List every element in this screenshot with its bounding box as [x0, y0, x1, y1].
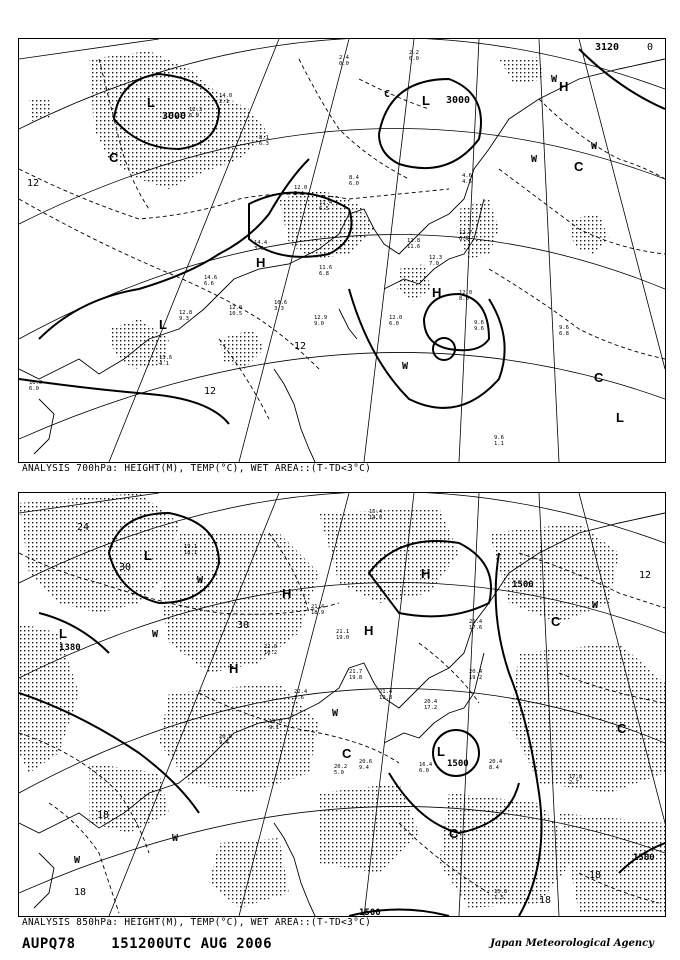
- svg-text:9.0: 9.0: [314, 321, 324, 327]
- svg-text:6.3: 6.3: [259, 141, 269, 147]
- svg-text:4.6: 4.6: [462, 173, 472, 179]
- high-center: H: [282, 586, 292, 601]
- svg-text:6.6: 6.6: [204, 281, 214, 287]
- svg-text:6.0: 6.0: [349, 181, 359, 187]
- wet-area-stipple: [19, 493, 665, 913]
- svg-text:18.9: 18.9: [311, 610, 325, 616]
- svg-text:4.5: 4.5: [462, 179, 472, 185]
- svg-text:15.4: 15.4: [369, 509, 383, 515]
- svg-text:20.4: 20.4: [424, 699, 438, 705]
- low-center: L: [159, 317, 167, 332]
- svg-text:19.0: 19.0: [336, 635, 350, 641]
- svg-text:9.1: 9.1: [269, 725, 279, 731]
- svg-text:9.4: 9.4: [219, 740, 229, 746]
- svg-text:19.2: 19.2: [469, 675, 483, 681]
- temp-label: 18: [539, 895, 552, 906]
- svg-text:12.9: 12.9: [314, 315, 328, 321]
- svg-text:21.7: 21.7: [349, 669, 363, 675]
- high-center: H: [364, 623, 374, 638]
- panel-caption-700hpa: ANALYSIS 700hPa: HEIGHT(M), TEMP(°C), WET AREA::(T-TD<3°C): [22, 463, 372, 474]
- svg-text:12.0: 12.0: [294, 185, 308, 191]
- svg-text:9.6: 9.6: [494, 435, 504, 441]
- low-center: L: [59, 626, 67, 641]
- height-label: 1380: [59, 643, 81, 653]
- temp-label: 12: [27, 178, 40, 189]
- svg-text:11.6: 11.6: [407, 244, 421, 250]
- svg-text:12.8: 12.8: [407, 238, 421, 244]
- svg-text:6.0: 6.0: [419, 768, 429, 774]
- svg-text:11.6: 11.6: [319, 265, 333, 271]
- high-center: H: [559, 79, 569, 94]
- warm-center: W: [152, 629, 159, 640]
- svg-text:19.8: 19.8: [349, 675, 363, 681]
- low-center: L: [616, 410, 624, 425]
- svg-text:10.5: 10.5: [229, 311, 243, 317]
- map-700hpa-canvas: [19, 39, 665, 462]
- warm-center: W: [332, 708, 339, 719]
- svg-text:9.4: 9.4: [359, 765, 369, 771]
- temp-label: 12: [294, 341, 307, 352]
- svg-text:15.8: 15.8: [494, 889, 508, 895]
- svg-text:6.0: 6.0: [29, 386, 39, 392]
- svg-text:2.7: 2.7: [569, 780, 579, 786]
- temp-label: 30: [119, 562, 132, 573]
- svg-text:20.4: 20.4: [489, 759, 503, 765]
- map-panel-700hpa: [18, 38, 666, 463]
- svg-text:6.9: 6.9: [189, 113, 199, 119]
- svg-text:6.5: 6.5: [319, 206, 329, 212]
- height-label: 1500: [359, 908, 381, 916]
- svg-text:3.3: 3.3: [274, 306, 284, 312]
- svg-text:20.0: 20.0: [219, 734, 233, 740]
- warm-center: W: [591, 141, 598, 152]
- temp-label: 18: [74, 887, 87, 898]
- svg-text:12.0: 12.0: [389, 315, 403, 321]
- svg-text:8.0: 8.0: [459, 296, 469, 302]
- svg-text:5.0: 5.0: [334, 770, 344, 776]
- svg-text:10.0: 10.0: [29, 380, 43, 386]
- svg-text:11.4: 11.4: [319, 200, 333, 206]
- svg-text:12.8: 12.8: [179, 310, 193, 316]
- cold-center: C: [551, 614, 561, 629]
- cold-center: C: [449, 826, 459, 841]
- svg-text:7.0: 7.0: [429, 261, 439, 267]
- svg-text:9.6: 9.6: [474, 320, 484, 326]
- low-center: L: [422, 93, 430, 108]
- height-label: 1500: [512, 580, 534, 590]
- high-center: H: [432, 285, 442, 300]
- cold-center: C: [109, 150, 119, 165]
- temp-label: 12: [639, 570, 652, 581]
- height-label: 3000: [162, 111, 187, 122]
- panel-caption-850hpa: ANALYSIS 850hPa: HEIGHT(M), TEMP(°C), WET AREA::(T-TD<3°C): [22, 917, 372, 928]
- svg-text:20.2: 20.2: [334, 764, 348, 770]
- svg-text:14.4: 14.4: [254, 240, 268, 246]
- svg-text:4.1: 4.1: [159, 361, 169, 367]
- warm-center: W: [531, 154, 538, 165]
- low-center: L: [147, 95, 155, 110]
- svg-text:3.5: 3.5: [254, 246, 264, 252]
- cold-center-small: C: [384, 89, 391, 100]
- temp-label: 0: [647, 42, 654, 53]
- svg-text:17.2: 17.2: [424, 705, 438, 711]
- svg-text:12.3: 12.3: [429, 255, 443, 261]
- svg-text:9.6: 9.6: [559, 325, 569, 331]
- svg-text:21.4: 21.4: [311, 604, 325, 610]
- svg-text:2.1: 2.1: [219, 99, 229, 105]
- svg-text:8.4: 8.4: [349, 175, 359, 181]
- svg-text:8.4: 8.4: [489, 765, 499, 771]
- warm-center: W: [172, 833, 179, 844]
- svg-text:6.8: 6.8: [319, 271, 329, 277]
- svg-text:14.0: 14.0: [219, 93, 233, 99]
- svg-text:19.8: 19.8: [379, 695, 393, 701]
- high-center: H: [256, 255, 266, 270]
- svg-text:18.1: 18.1: [184, 550, 198, 556]
- svg-text:6.0: 6.0: [389, 321, 399, 327]
- svg-text:22.0: 22.0: [264, 644, 278, 650]
- svg-text:0.0: 0.0: [339, 61, 349, 67]
- svg-text:9.6: 9.6: [474, 326, 484, 332]
- svg-text:1.5: 1.5: [494, 895, 504, 901]
- svg-text:21.4: 21.4: [379, 689, 393, 695]
- svg-text:10.6: 10.6: [274, 300, 288, 306]
- height-label: 1500: [447, 759, 469, 769]
- svg-text:17.0: 17.0: [569, 774, 583, 780]
- warm-center: W: [197, 575, 204, 586]
- svg-text:22.4: 22.4: [294, 689, 308, 695]
- cold-center: C: [342, 746, 352, 761]
- svg-text:6.5: 6.5: [459, 236, 469, 242]
- svg-text:14.0: 14.0: [369, 515, 383, 521]
- cold-center: C: [594, 370, 604, 385]
- svg-text:21.1: 21.1: [336, 629, 350, 635]
- svg-text:5.4: 5.4: [294, 191, 304, 197]
- svg-text:14.6: 14.6: [204, 275, 218, 281]
- height-label: 3000: [446, 95, 471, 106]
- cold-center: C: [574, 159, 584, 174]
- svg-text:2.4: 2.4: [339, 55, 349, 61]
- svg-text:10.2: 10.2: [264, 650, 278, 656]
- warm-center: W: [551, 74, 558, 85]
- low-center: L: [437, 744, 445, 759]
- chart-code: AUPQ78: [22, 936, 76, 952]
- chart-identifier: [22, 936, 272, 952]
- svg-text:20.6: 20.6: [359, 759, 373, 765]
- warm-center: W: [592, 600, 599, 611]
- high-center: H: [421, 566, 431, 581]
- warm-center: W: [402, 361, 409, 372]
- svg-text:1.1: 1.1: [494, 441, 504, 447]
- svg-text:3.6: 3.6: [294, 695, 304, 701]
- svg-text:21.4: 21.4: [469, 619, 483, 625]
- svg-text:0.0: 0.0: [409, 56, 419, 62]
- temp-label: 12: [204, 386, 217, 397]
- svg-text:12.0: 12.0: [229, 305, 243, 311]
- temp-label: 18: [589, 870, 602, 881]
- svg-text:13.6: 13.6: [159, 355, 173, 361]
- svg-text:17.6: 17.6: [469, 625, 483, 631]
- svg-text:9.3: 9.3: [179, 316, 189, 322]
- svg-text:2.2: 2.2: [409, 50, 419, 56]
- low-center: L: [144, 548, 152, 563]
- svg-text:20.4: 20.4: [469, 669, 483, 675]
- agency-credit: Japan Meteorological Agency: [490, 938, 654, 949]
- temp-label: 18: [97, 810, 110, 821]
- high-center: H: [229, 661, 239, 676]
- svg-text:19.1: 19.1: [184, 544, 198, 550]
- temp-label: 30: [237, 620, 250, 631]
- warm-center: W: [74, 855, 81, 866]
- chart-datetime: 151200UTC AUG 2006: [111, 936, 273, 952]
- svg-text:12.0: 12.0: [459, 290, 473, 296]
- svg-text:8.1: 8.1: [259, 135, 269, 141]
- svg-text:6.8: 6.8: [559, 331, 569, 337]
- svg-text:12.7: 12.7: [459, 230, 473, 236]
- height-label: 3120: [595, 42, 620, 53]
- svg-text:16.4: 16.4: [419, 762, 433, 768]
- temp-label: 24: [77, 522, 90, 533]
- map-panel-850hpa: [18, 492, 666, 917]
- height-label: 1500: [633, 853, 655, 863]
- cold-center: C: [617, 721, 627, 736]
- svg-text:12.3: 12.3: [189, 107, 203, 113]
- map-850hpa-canvas: [19, 493, 665, 916]
- svg-text:19.0: 19.0: [269, 719, 283, 725]
